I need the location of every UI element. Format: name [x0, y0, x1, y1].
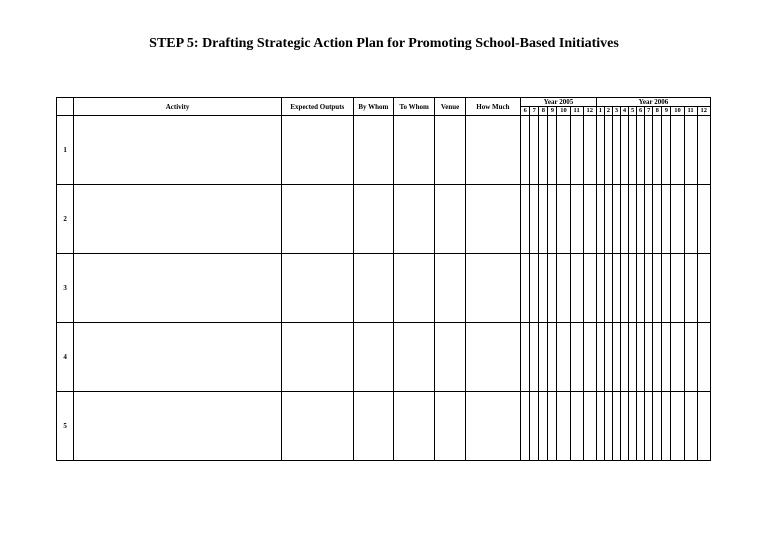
month-cell	[557, 392, 570, 461]
row-number: 2	[57, 185, 74, 254]
activity-cell	[74, 116, 282, 185]
month-cell	[620, 116, 628, 185]
month-cell	[612, 323, 620, 392]
table-row	[57, 323, 711, 392]
by-whom-cell	[353, 185, 393, 254]
month-header-cell: 1	[596, 107, 604, 116]
month-cell	[629, 392, 637, 461]
month-cell	[653, 323, 662, 392]
month-cell	[671, 323, 684, 392]
to-whom-cell	[394, 185, 435, 254]
month-cell	[570, 254, 583, 323]
month-header-cell: 7	[530, 107, 539, 116]
month-cell	[629, 185, 637, 254]
month-cell	[530, 323, 539, 392]
month-cell	[539, 185, 548, 254]
activity-cell	[74, 185, 282, 254]
expected-outputs-cell	[282, 392, 354, 461]
month-cell	[697, 254, 710, 323]
month-cell	[671, 254, 684, 323]
month-cell	[557, 116, 570, 185]
row-number: 4	[57, 323, 74, 392]
month-cell	[596, 254, 604, 323]
table-row	[57, 185, 711, 254]
month-cell	[653, 254, 662, 323]
month-cell	[662, 323, 671, 392]
by-whom-cell	[353, 116, 393, 185]
to-whom-cell	[394, 116, 435, 185]
month-cell	[548, 392, 557, 461]
how-much-cell	[465, 116, 521, 185]
month-cell	[539, 323, 548, 392]
year-2006-header: Year 2006	[596, 98, 710, 107]
month-cell	[662, 254, 671, 323]
month-cell	[645, 254, 653, 323]
month-header-cell: 10	[557, 107, 570, 116]
month-cell	[653, 392, 662, 461]
month-cell	[521, 116, 530, 185]
expected-outputs-cell	[282, 116, 354, 185]
month-cell	[620, 185, 628, 254]
how-much-cell	[465, 323, 521, 392]
month-cell	[583, 185, 596, 254]
month-cell	[697, 392, 710, 461]
activity-cell	[74, 323, 282, 392]
month-cell	[684, 392, 697, 461]
month-cell	[583, 116, 596, 185]
month-cell	[629, 323, 637, 392]
month-header-cell: 8	[653, 107, 662, 116]
expected-outputs-header: Expected Outputs	[282, 98, 354, 116]
how-much-header: How Much	[465, 98, 521, 116]
month-cell	[583, 254, 596, 323]
expected-outputs-cell	[282, 254, 354, 323]
month-header-cell: 9	[662, 107, 671, 116]
month-cell	[539, 254, 548, 323]
how-much-cell	[465, 392, 521, 461]
month-cell	[612, 392, 620, 461]
month-cell	[596, 323, 604, 392]
header-row	[57, 98, 711, 107]
to-whom-cell	[394, 254, 435, 323]
month-cell	[629, 116, 637, 185]
venue-cell	[435, 254, 465, 323]
month-cell	[637, 116, 645, 185]
month-header-cell: 4	[620, 107, 628, 116]
month-cell	[697, 116, 710, 185]
month-cell	[604, 185, 612, 254]
month-cell	[697, 185, 710, 254]
month-cell	[521, 392, 530, 461]
month-cell	[662, 116, 671, 185]
venue-cell	[435, 323, 465, 392]
row-number-header	[57, 98, 74, 116]
month-cell	[662, 185, 671, 254]
month-header-cell: 6	[521, 107, 530, 116]
month-cell	[557, 185, 570, 254]
month-header-cell: 12	[697, 107, 710, 116]
month-cell	[637, 392, 645, 461]
month-cell	[570, 116, 583, 185]
month-cell	[684, 185, 697, 254]
row-number: 1	[57, 116, 74, 185]
month-header-cell: 9	[548, 107, 557, 116]
month-cell	[548, 116, 557, 185]
month-cell	[530, 392, 539, 461]
to-whom-header: To Whom	[394, 98, 435, 116]
month-header-cell: 10	[671, 107, 684, 116]
month-cell	[684, 116, 697, 185]
venue-header: Venue	[435, 98, 465, 116]
row-number: 5	[57, 392, 74, 461]
month-cell	[671, 392, 684, 461]
venue-cell	[435, 185, 465, 254]
month-cell	[684, 254, 697, 323]
month-cell	[629, 254, 637, 323]
by-whom-cell	[353, 254, 393, 323]
month-header-cell: 11	[684, 107, 697, 116]
venue-cell	[435, 392, 465, 461]
table-row	[57, 116, 711, 185]
month-cell	[637, 254, 645, 323]
table-row	[57, 392, 711, 461]
month-cell	[539, 392, 548, 461]
month-header-cell: 7	[645, 107, 653, 116]
month-header-cell: 6	[637, 107, 645, 116]
activity-cell	[74, 392, 282, 461]
month-cell	[620, 323, 628, 392]
month-cell	[596, 116, 604, 185]
month-header-cell: 8	[539, 107, 548, 116]
month-cell	[662, 392, 671, 461]
month-cell	[604, 392, 612, 461]
month-cell	[521, 254, 530, 323]
month-cell	[596, 392, 604, 461]
month-cell	[570, 323, 583, 392]
how-much-cell	[465, 254, 521, 323]
month-header-cell: 5	[629, 107, 637, 116]
month-cell	[612, 185, 620, 254]
year-2005-header: Year 2005	[521, 98, 597, 107]
how-much-cell	[465, 185, 521, 254]
expected-outputs-cell	[282, 323, 354, 392]
month-cell	[583, 392, 596, 461]
to-whom-cell	[394, 392, 435, 461]
month-cell	[620, 254, 628, 323]
month-cell	[539, 116, 548, 185]
month-cell	[557, 254, 570, 323]
month-cell	[612, 254, 620, 323]
month-cell	[548, 185, 557, 254]
month-cell	[570, 185, 583, 254]
month-cell	[604, 323, 612, 392]
action-plan-table	[56, 97, 711, 461]
month-cell	[530, 254, 539, 323]
month-cell	[697, 323, 710, 392]
by-whom-cell	[353, 323, 393, 392]
month-cell	[645, 116, 653, 185]
month-cell	[530, 185, 539, 254]
month-cell	[645, 185, 653, 254]
activity-header: Activity	[74, 98, 282, 116]
month-cell	[653, 185, 662, 254]
month-cell	[604, 254, 612, 323]
month-cell	[548, 323, 557, 392]
month-cell	[521, 323, 530, 392]
month-cell	[604, 116, 612, 185]
month-cell	[620, 392, 628, 461]
month-header-cell: 2	[604, 107, 612, 116]
to-whom-cell	[394, 323, 435, 392]
month-cell	[645, 323, 653, 392]
month-cell	[596, 185, 604, 254]
month-cell	[684, 323, 697, 392]
month-header-cell: 12	[583, 107, 596, 116]
month-cell	[612, 116, 620, 185]
month-cell	[548, 254, 557, 323]
month-cell	[557, 323, 570, 392]
by-whom-cell	[353, 392, 393, 461]
page-title: STEP 5: Drafting Strategic Action Plan for Promoting School-Based Initiatives	[149, 36, 619, 51]
month-cell	[570, 392, 583, 461]
month-cell	[583, 323, 596, 392]
month-header-cell: 3	[612, 107, 620, 116]
activity-cell	[74, 254, 282, 323]
month-cell	[637, 185, 645, 254]
month-cell	[671, 185, 684, 254]
month-cell	[521, 185, 530, 254]
month-cell	[671, 116, 684, 185]
month-cell	[530, 116, 539, 185]
row-number: 3	[57, 254, 74, 323]
month-cell	[653, 116, 662, 185]
table-row	[57, 254, 711, 323]
month-header-cell: 11	[570, 107, 583, 116]
month-cell	[637, 323, 645, 392]
venue-cell	[435, 116, 465, 185]
expected-outputs-cell	[282, 185, 354, 254]
by-whom-header: By Whom	[353, 98, 393, 116]
month-cell	[645, 392, 653, 461]
